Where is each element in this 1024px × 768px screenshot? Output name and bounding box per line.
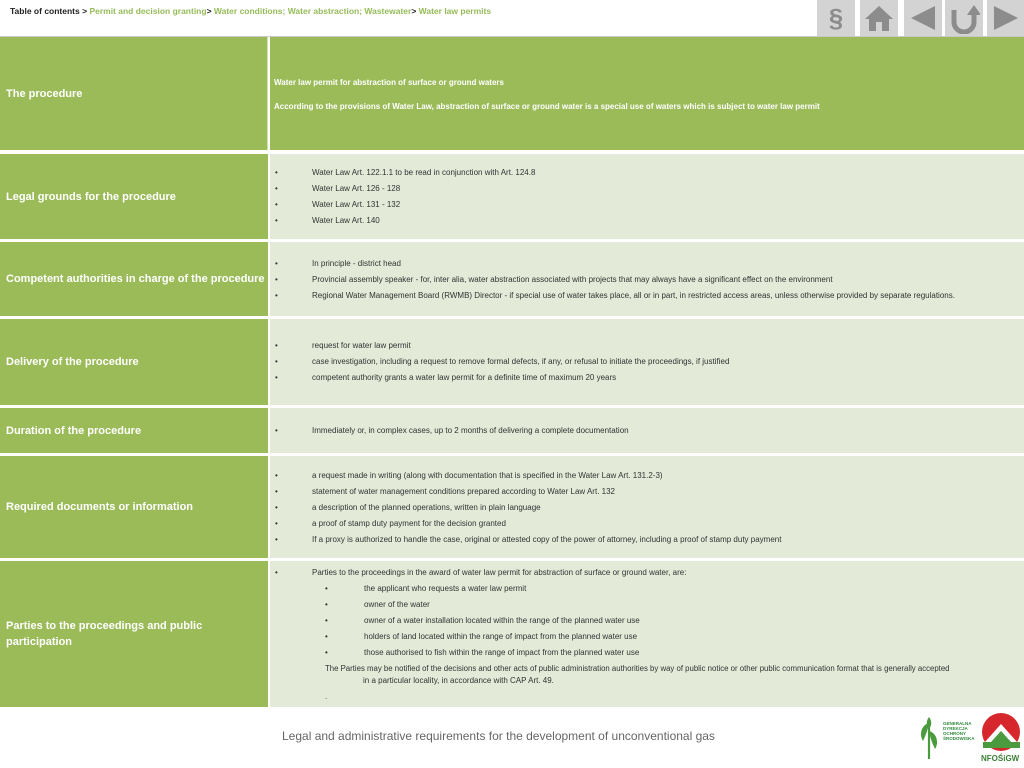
logo-text: ŚRODOWISKA <box>943 736 975 741</box>
row-required-documents <box>0 456 1024 558</box>
breadcrumb-separator: > <box>411 6 419 16</box>
forward-button[interactable] <box>987 0 1024 36</box>
top-bar <box>0 0 1024 36</box>
row-authorities <box>0 242 1024 316</box>
row-label: Legal grounds for the procedure <box>0 154 268 239</box>
row-content: • a request made in writing (along with documentation that is specified in the Water Law Art. 131.2-3) • statement of water management conditions prepared according to Water Law Art. 132 • a description of the planned operations, written in plain language • a proof of stamp duty payment for the decision granted • If a proxy is authorized to handle the case, original or attested copy of the power of attorney, including a proof of stamp duty payment <box>270 456 1024 558</box>
row-delivery <box>0 319 1024 405</box>
paragraph-button[interactable] <box>817 0 855 36</box>
row-label: Duration of the procedure <box>0 408 268 453</box>
row-content: • request for water law permit • case investigation, including a request to remove formal defects, if any, or refusal to initiate the proceedings, if justified • competent authority grants a water law permit for a definite time of maximum 20 years <box>270 319 1024 405</box>
row-parties <box>0 561 1024 707</box>
row-label: Parties to the proceedings and public participation <box>0 561 268 707</box>
procedure-title: Water law permit for abstraction of surface or ground waters <box>274 78 504 87</box>
breadcrumb-separator: > <box>206 6 214 16</box>
breadcrumb <box>10 6 491 16</box>
gdos-logo <box>917 713 973 763</box>
breadcrumb-water-law-permits[interactable]: Water law permits <box>418 6 492 16</box>
home-icon <box>863 3 895 33</box>
back-button[interactable] <box>904 0 942 36</box>
row-label: The procedure <box>0 37 268 150</box>
breadcrumb-water-conditions[interactable]: Water conditions; Water abstraction; Wastewater <box>213 6 412 16</box>
logo-text: OCHRONY <box>943 731 967 736</box>
logo-text: DYREKCJA <box>943 726 968 731</box>
row-content: • In principle - district head • Provincial assembly speaker - for, inter alia, water abstraction associated with projects that may always have a significant effect on the environment • Regional Water Management Board (RWMB) Director - if special use of water takes place, all or in part, in restricted access areas, unless otherwise provided by separate regulations. <box>270 242 1024 316</box>
breadcrumb-separator: > <box>79 6 90 16</box>
return-arrow-icon <box>948 2 980 34</box>
home-button[interactable] <box>860 0 898 36</box>
row-label: Competent authorities in charge of the procedure <box>0 242 268 316</box>
row-content: • Parties to the proceedings in the award of water law permit for abstraction of surface or ground water, are: • the applicant who requests a water law permit • owner of the water • owner of a water installation located within the range of the planned water use • holders of land located within the range of impact from the planned water use • those authorised to fish within the range of impact from the planned water use The Parties may be notified of the decisions and other acts of public administration authorities by way of public notice or other public communication format that is generally accepted in a particular locality, in accordance with CAP Art. 49. . <box>270 561 1024 707</box>
nfosigw-logo <box>979 712 1024 766</box>
footer-title: Legal and administrative requirements for the development of unconventional gas <box>282 729 715 743</box>
row-procedure <box>0 37 1024 150</box>
row-content: • Immediately or, in complex cases, up to 2 months of delivering a complete documentation <box>270 408 1024 453</box>
procedure-description: According to the provisions of Water Law, abstraction of surface or ground water is a special use of waters which is subject to water law permit <box>274 102 820 111</box>
procedure-table <box>0 36 1024 709</box>
row-content <box>270 37 1024 150</box>
logo-text: GENERALNA <box>943 721 972 726</box>
parties-note: The Parties may be notified of the decisions and other acts of public administration authorities by way of public notice or other public communication format that is generally accepted in a particular locality, in accordance with CAP Art. 49. <box>325 664 950 685</box>
breadcrumb-table-of-contents[interactable]: Table of contents <box>10 6 80 16</box>
triangle-right-icon <box>991 3 1021 33</box>
triangle-left-icon <box>908 3 938 33</box>
return-button[interactable] <box>945 0 983 36</box>
paragraph-icon: § <box>828 2 844 33</box>
row-content: • Water Law Art. 122.1.1 to be read in conjunction with Art. 124.8 • Water Law Art. 126 - 128 • Water Law Art. 131 - 132 • Water Law Art. 140 <box>270 154 1024 239</box>
row-legal-grounds <box>0 154 1024 239</box>
row-duration <box>0 408 1024 453</box>
breadcrumb-permit-decision[interactable]: Permit and decision granting <box>89 6 207 16</box>
row-label: Delivery of the procedure <box>0 319 268 405</box>
logo-text: NFOŚiGW <box>981 754 1020 763</box>
row-label: Required documents or information <box>0 456 268 558</box>
